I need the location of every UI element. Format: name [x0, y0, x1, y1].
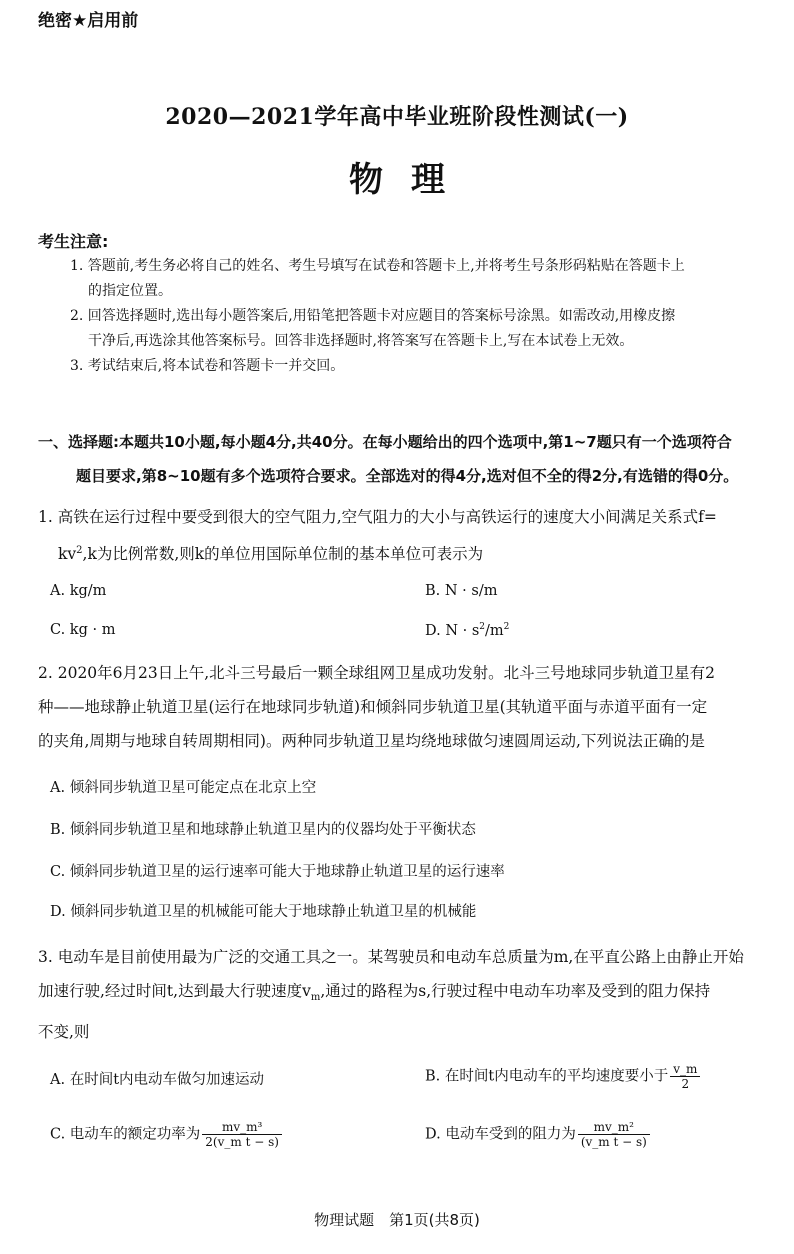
notice-item-2	[70, 304, 675, 354]
section-instructions	[38, 425, 778, 493]
notice-heading: 考生注意:	[38, 232, 109, 251]
section-line: 题目要求,第8~10题有多个选项符合要求。全部选对的得4分,选对但不全的得2分,有选错的得0分。	[76, 467, 739, 485]
q1-option-d: D. $N \cdot s^2/m^2$	[425, 622, 510, 639]
q2-option-c: C. 倾斜同步轨道卫星的运行速率可能大于地球静止轨道卫星的运行速率	[50, 864, 505, 880]
notice-line: 1. 答题前,考生务必将自己的姓名、考生号填写在试卷和答题卡上,并将考生号条形码粘贴在答题卡上	[70, 258, 685, 274]
q1-option-a: A. kg/m	[50, 583, 107, 599]
question-2-stem: 种——地球静止轨道卫星(运行在地球同步轨道)和倾斜同步轨道卫星(其轨道平面与赤道平面有一定	[38, 698, 708, 716]
q1-option-c: C. kg · m	[50, 622, 116, 638]
exam-title: 2020—2021学年高中毕业班阶段性测试(一)	[165, 104, 629, 130]
subject-title	[0, 152, 794, 201]
question-2-stem: 2. 2020年6月23日上午,北斗三号最后一颗全球组网卫星成功发射。北斗三号地球同步轨道卫星有2	[38, 664, 716, 682]
q3-option-d: D. 电动车受到的阻力为 $\frac{\text{mv\_m²}}{\text{(v\_m t − s)}}$	[425, 1120, 650, 1149]
q3-option-c: C. 电动车的额定功率为 $\frac{\text{mv\_m³}}{\text{2(v\_m t − s)}}$	[50, 1120, 282, 1149]
fraction: $\frac{\text{mv\_m³}}{\text{2(v\_m t − s)}}$	[202, 1120, 282, 1149]
notice-item-1	[70, 254, 685, 304]
q1-option-b: B. N · s/m	[425, 583, 498, 599]
subject-char: 物	[349, 160, 383, 200]
q2-option-a: A. 倾斜同步轨道卫星可能定点在北京上空	[50, 780, 317, 796]
section-line: 一、选择题:本题共10小题,每小题4分,共40分。在每小题给出的四个选项中,第1~7题只有一个选项符合	[38, 433, 732, 451]
notice-line: 的指定位置。	[88, 283, 172, 299]
q3-option-b: B. 在时间t内电动车的平均速度要小于 $\frac{v\_m}{2}$	[425, 1062, 700, 1091]
notice-line: 3. 考试结束后,将本试卷和答题卡一并交回。	[70, 358, 345, 374]
q3-option-a: A. 在时间t内电动车做匀加速运动	[50, 1072, 265, 1088]
question-1	[38, 500, 783, 571]
notice-line: 2. 回答选择题时,选出每小题答案后,用铅笔把答题卡对应题目的答案标号涂黑。如需改动,用橡皮擦	[70, 308, 676, 324]
notice-line: 干净后,再选涂其他答案标号。回答非选择题时,将答案写在答题卡上,写在本试卷上无效。	[88, 333, 634, 349]
page-footer: 物理试题 第1页(共8页)	[314, 1211, 480, 1229]
confidential-label: 绝密★启用前	[38, 11, 139, 31]
fraction: $\frac{v\_m}{2}$	[670, 1062, 700, 1091]
question-1-stem: 1. 高铁在运行过程中要受到很大的空气阻力,空气阻力的大小与高铁运行的速度大小间满足关系式f=	[38, 508, 717, 526]
question-2	[38, 656, 783, 758]
q2-option-b: B. 倾斜同步轨道卫星和地球静止轨道卫星内的仪器均处于平衡状态	[50, 822, 476, 838]
question-3-stem: 3. 电动车是目前使用最为广泛的交通工具之一。某驾驶员和电动车总质量为m,在平直公路上由静止开始	[38, 948, 744, 966]
fraction: $\frac{\text{mv\_m²}}{\text{(v\_m t − s)}}$	[578, 1120, 650, 1149]
notice-item-3	[70, 354, 344, 379]
question-1-stem: $kv^2,k$为比例常数,则k的单位用国际单位制的基本单位可表示为	[58, 545, 484, 564]
subject-char: 理	[411, 160, 445, 200]
question-2-stem: 的夹角,周期与地球自转周期相同)。两种同步轨道卫星均绕地球做匀速圆周运动,下列说法正确的是	[38, 732, 705, 750]
q2-option-d: D. 倾斜同步轨道卫星的机械能可能大于地球静止轨道卫星的机械能	[50, 904, 477, 920]
question-3-stem: 加速行驶,经过时间t,达到最大行驶速度$v_m$,通过的路程为s,行驶过程中电动车功率及受到的阻力保持	[38, 982, 711, 1004]
question-3-stem: 不变,则	[38, 1023, 90, 1042]
question-3	[38, 940, 783, 1049]
